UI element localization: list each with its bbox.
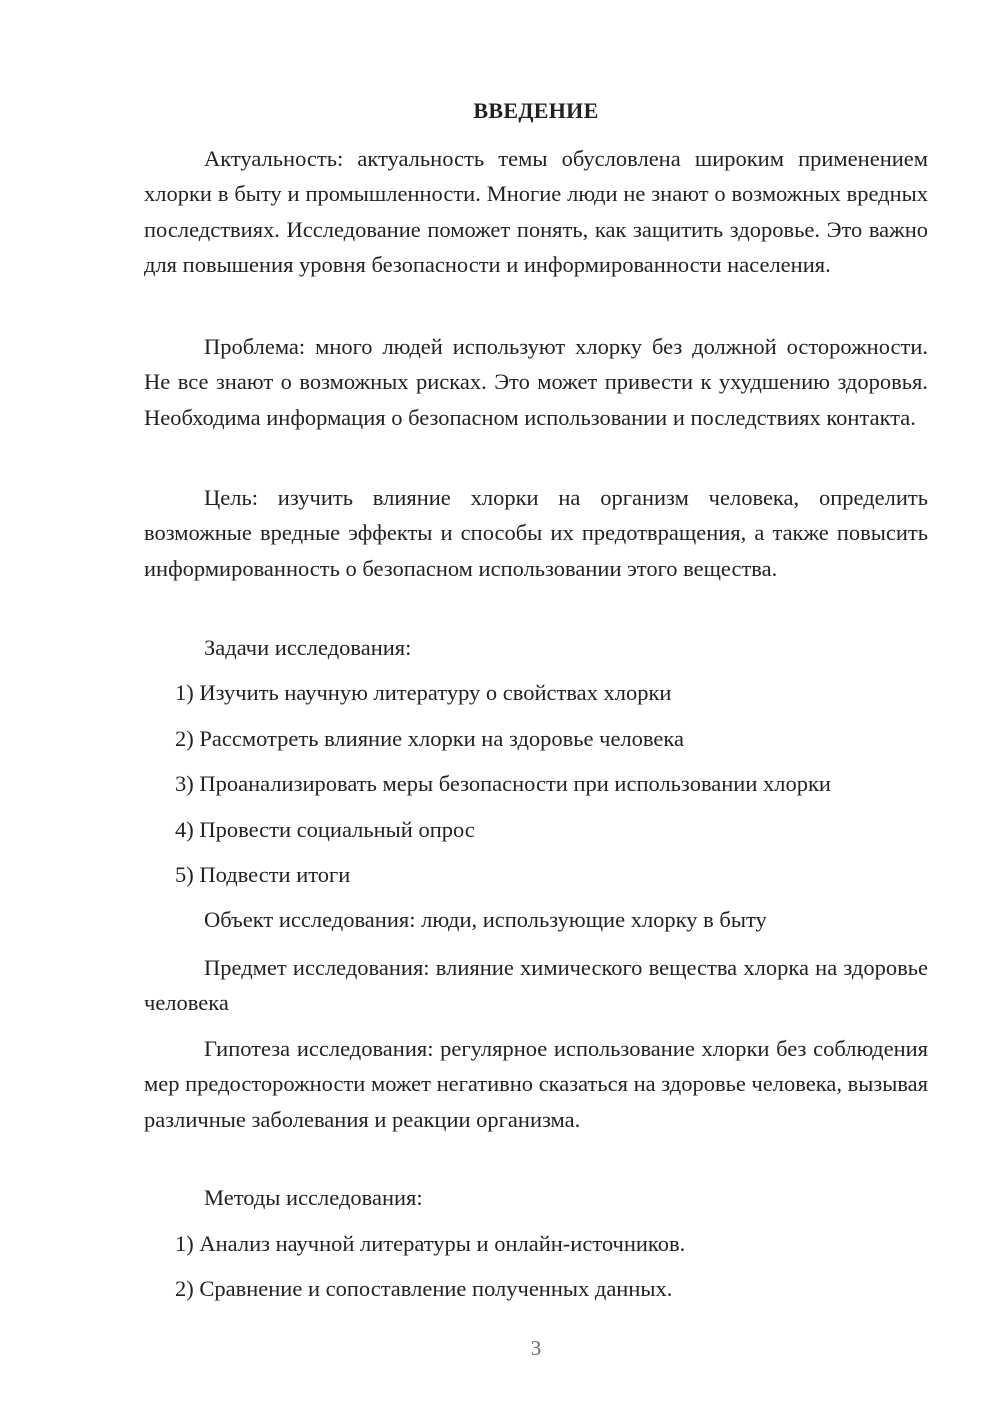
- relevance-paragraph: Актуальность: актуальность темы обусловлена широким применением хлорки в быту и промышленности. Многие люди не знают о возможных вредных последствиях. Исследование поможет понять, как защитить здоровье. Это важно для повышения уровня безопасности и информированности населения.: [144, 146, 928, 277]
- method-item: 1) Анализ научной литературы и онлайн-источников.: [175, 1231, 686, 1256]
- subject-paragraph: Предмет исследования: влияние химического вещества хлорка на здоровье человека: [144, 955, 928, 1016]
- methods-heading: Методы исследования:: [204, 1185, 423, 1210]
- object-line: Объект исследования: люди, использующие хлорку в быту: [204, 907, 767, 932]
- task-item: 2) Рассмотреть влияние хлорки на здоровье человека: [175, 726, 684, 751]
- hypothesis-paragraph: Гипотеза исследования: регулярное использование хлорки без соблюдения мер предосторожности может негативно сказаться на здоровье человека, вызывая различные заболевания и реакции организма.: [144, 1036, 928, 1132]
- method-item: 2) Сравнение и сопоставление полученных данных.: [175, 1276, 673, 1301]
- task-item: 4) Провести социальный опрос: [175, 817, 475, 842]
- problem-paragraph: Проблема: много людей используют хлорку без должной осторожности. Не все знают о возможных рисках. Это может привести к ухудшению здоровья. Необходима информация о безопасном использовании и последствиях контакта.: [144, 334, 928, 430]
- task-item: 3) Проанализировать меры безопасности при использовании хлорки: [175, 771, 831, 796]
- task-item: 1) Изучить научную литературу о свойствах хлорки: [175, 680, 672, 705]
- goal-paragraph: Цель: изучить влияние хлорки на организм человека, определить возможные вредные эффекты и способы их предотвращения, а также повысить информированность о безопасном использовании этого вещества.: [144, 485, 928, 581]
- task-item: 5) Подвести итоги: [175, 862, 351, 887]
- tasks-heading: Задачи исследования:: [204, 635, 412, 660]
- page-title: ВВЕДЕНИЕ: [473, 98, 599, 123]
- page-number: 3: [530, 1336, 542, 1360]
